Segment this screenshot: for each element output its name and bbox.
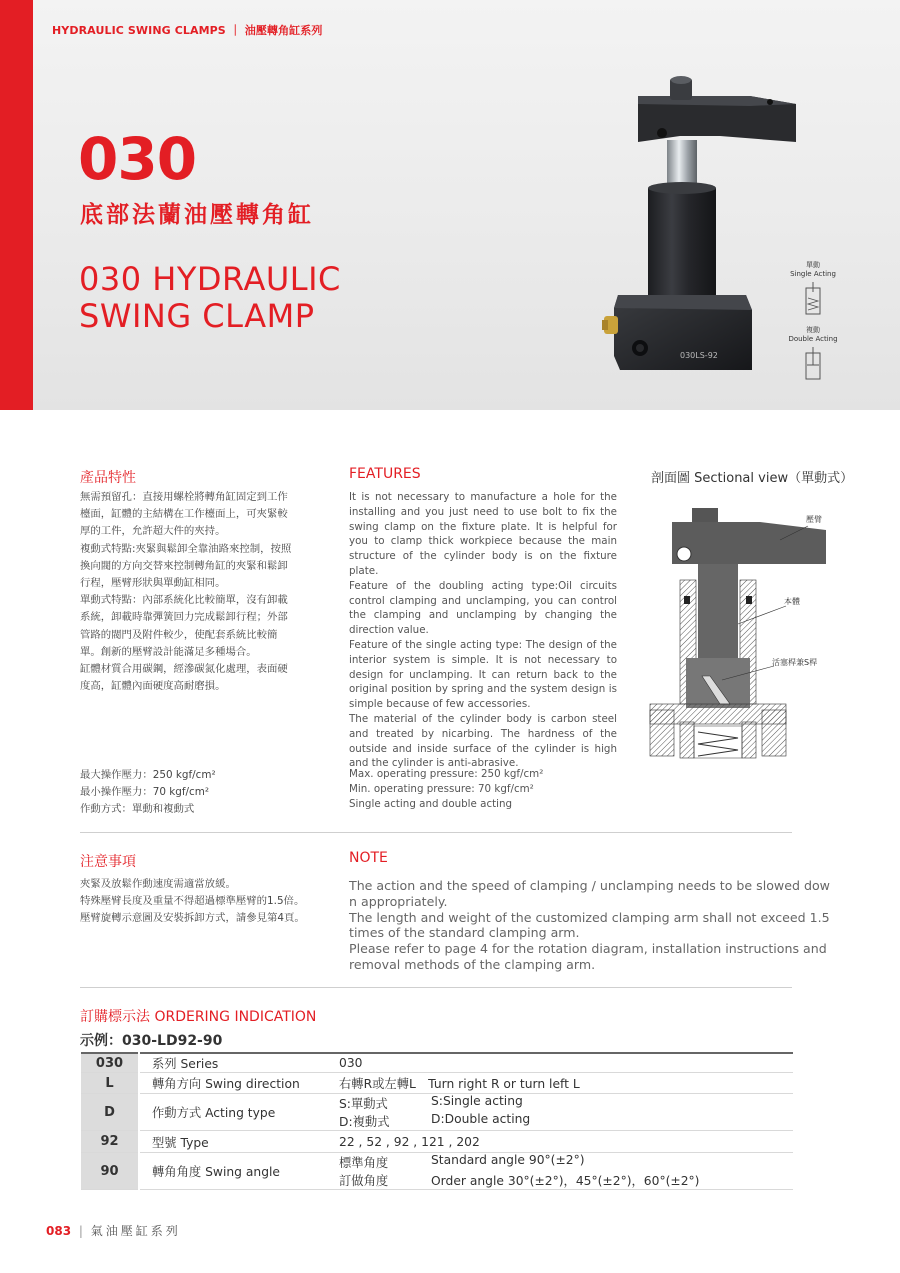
label-cell: 轉角角度 Swing angle [139, 1153, 339, 1190]
value-cell: 030 [339, 1053, 793, 1073]
note-cn-body: 夾緊及放鬆作動速度需適當放緩。 特殊壓臂長度及重量不得超過標準壓臂的1.5倍。 壓臂旋轉示意圖及安裝拆卸方式，請參見第4頁。 [80, 878, 305, 924]
table-row [81, 1094, 793, 1131]
model-number: 030 [78, 125, 197, 193]
note-en-heading: NOTE [349, 850, 388, 866]
value-cell: 22 , 52 , 92 , 121 , 202 [339, 1131, 793, 1153]
note-en-body: The action and the speed of clamping / unclamping needs to be slowed dow n appropriately. The length and weight of the customized clamping arm shall not exceed 1.5 times of the standard clamping arm. Please refer to page 4 for the rotation diagram, installation instructions and removal methods of the clamping arm. [349, 878, 830, 972]
features-en-heading: FEATURES [349, 466, 421, 482]
sectional-view-title: 剖面圖 Sectional view（單動式） [651, 471, 854, 486]
value-cell: S:單動式 S:Single acting D:複動式 D:Double acting [339, 1094, 793, 1131]
table-row [81, 1053, 793, 1073]
page-footer: 083 | 氣油壓缸系列 [46, 1224, 181, 1238]
series-header: HYDRAULIC SWING CLAMPS ｜ 油壓轉角缸系列 [52, 24, 323, 37]
single-acting-label: 單動 Single Acting [790, 261, 836, 278]
table-row [81, 1131, 793, 1153]
product-photo [600, 70, 810, 390]
table-row [81, 1073, 793, 1094]
note-cn-heading: 注意事項 [80, 854, 136, 870]
label-body: 本體 [784, 597, 800, 606]
sectional-view-drawing [640, 500, 830, 762]
features-cn-specs: 最大操作壓力：250 kgf/cm² 最小操作壓力：70 kgf/cm² 作動方式：單動和複動式 [80, 769, 216, 816]
double-acting-symbol-icon [804, 347, 822, 381]
label-piston-rod: 活塞桿兼S桿 [772, 658, 818, 667]
ordering-heading: 訂購標示法 ORDERING INDICATION [80, 1009, 317, 1025]
value-cell: 標準角度 Standard angle 90°(±2°) 訂做角度 Order angle 30°(±2°)，45°(±2°)，60°(±2°) [339, 1153, 793, 1190]
features-en-body: It is not necessary to manufacture a hole for the installing and you just need to use bolt to fix the swing clamp on the fixture plate. It is helpful for you to clamp thick workpiece because the main structure of the cylinder body is on the fixture plate. Feature of the doubling acting type:Oil circuits control clamping and unclamping, you can control the clamping and unclamping by changing the direction value. Feature of the single acting type: The design of the interior system is simple. It is not necessary to design for unclamping. It can return back to the original position by spring and the system design is simple because of few accessories. The material of the cylinder body is carbon steel and treated by nicarbing. The hardness of the outside and inside surface of the cylinder is high and the cylinder is anti-abrasive. [349, 491, 617, 770]
footer-series: 氣油壓缸系列 [90, 1224, 181, 1238]
code-cell: 030 [81, 1053, 139, 1073]
red-side-bar [0, 0, 33, 410]
label-cell: 系列 Series [139, 1053, 339, 1073]
code-cell: 92 [81, 1131, 139, 1153]
features-cn-body: 無需預留孔：直接用螺栓將轉角缸固定到工作 檯面，缸體的主結構在工作檯面上，可夾緊較 厚的工件，允許超大件的夾持。 複動式特點:夾緊與鬆卸全靠油路來控制，按照 換向閥的方向交替來控制轉角缸的夾緊和鬆卸 行程，壓臂形狀與單動缸相同。 單動式特點：內部系統化比較簡單，沒有卸載 系統，卸載時靠彈簧回力完成鬆卸行程；外部 管路的閥門及附件較少，使配套系統比較簡 單。創新的壓臂設計能滿足多種場合。 缸體材質合用碳鋼，經滲碳氮化處理，表面硬 度高，缸體內面硬度高耐磨損。 [80, 491, 292, 693]
english-title-line2: SWING CLAMP [79, 297, 315, 335]
divider-2 [80, 987, 792, 988]
chinese-title: 底部法蘭油壓轉角缸 [80, 202, 314, 228]
code-cell: 90 [81, 1153, 139, 1190]
table-row [81, 1153, 793, 1190]
code-cell: D [81, 1094, 139, 1131]
double-acting-label: 複動 Double Acting [788, 326, 838, 343]
features-cn-heading: 產品特性 [80, 470, 136, 486]
label-cell: 型號 Type [139, 1131, 339, 1153]
label-cell: 作動方式 Acting type [139, 1094, 339, 1131]
label-arm: 壓臂 [806, 515, 822, 524]
single-acting-symbol-icon [804, 282, 822, 316]
page-number: 083 [46, 1224, 72, 1238]
features-en-specs: Max. operating pressure: 250 kgf/cm² Min. operating pressure: 70 kgf/cm² Single acting and double acting [349, 768, 544, 810]
label-cell: 轉角方向 Swing direction [139, 1073, 339, 1094]
divider-1 [80, 832, 792, 833]
code-cell: L [81, 1073, 139, 1094]
english-title-line1: 030 HYDRAULIC [79, 260, 341, 298]
product-marking: 030LS-92 [680, 351, 718, 360]
ordering-table [81, 1052, 793, 1190]
value-cell: 右轉R或左轉L Turn right R or turn left L [339, 1073, 793, 1094]
ordering-example: 示例：030-LD92-90 [80, 1033, 223, 1049]
